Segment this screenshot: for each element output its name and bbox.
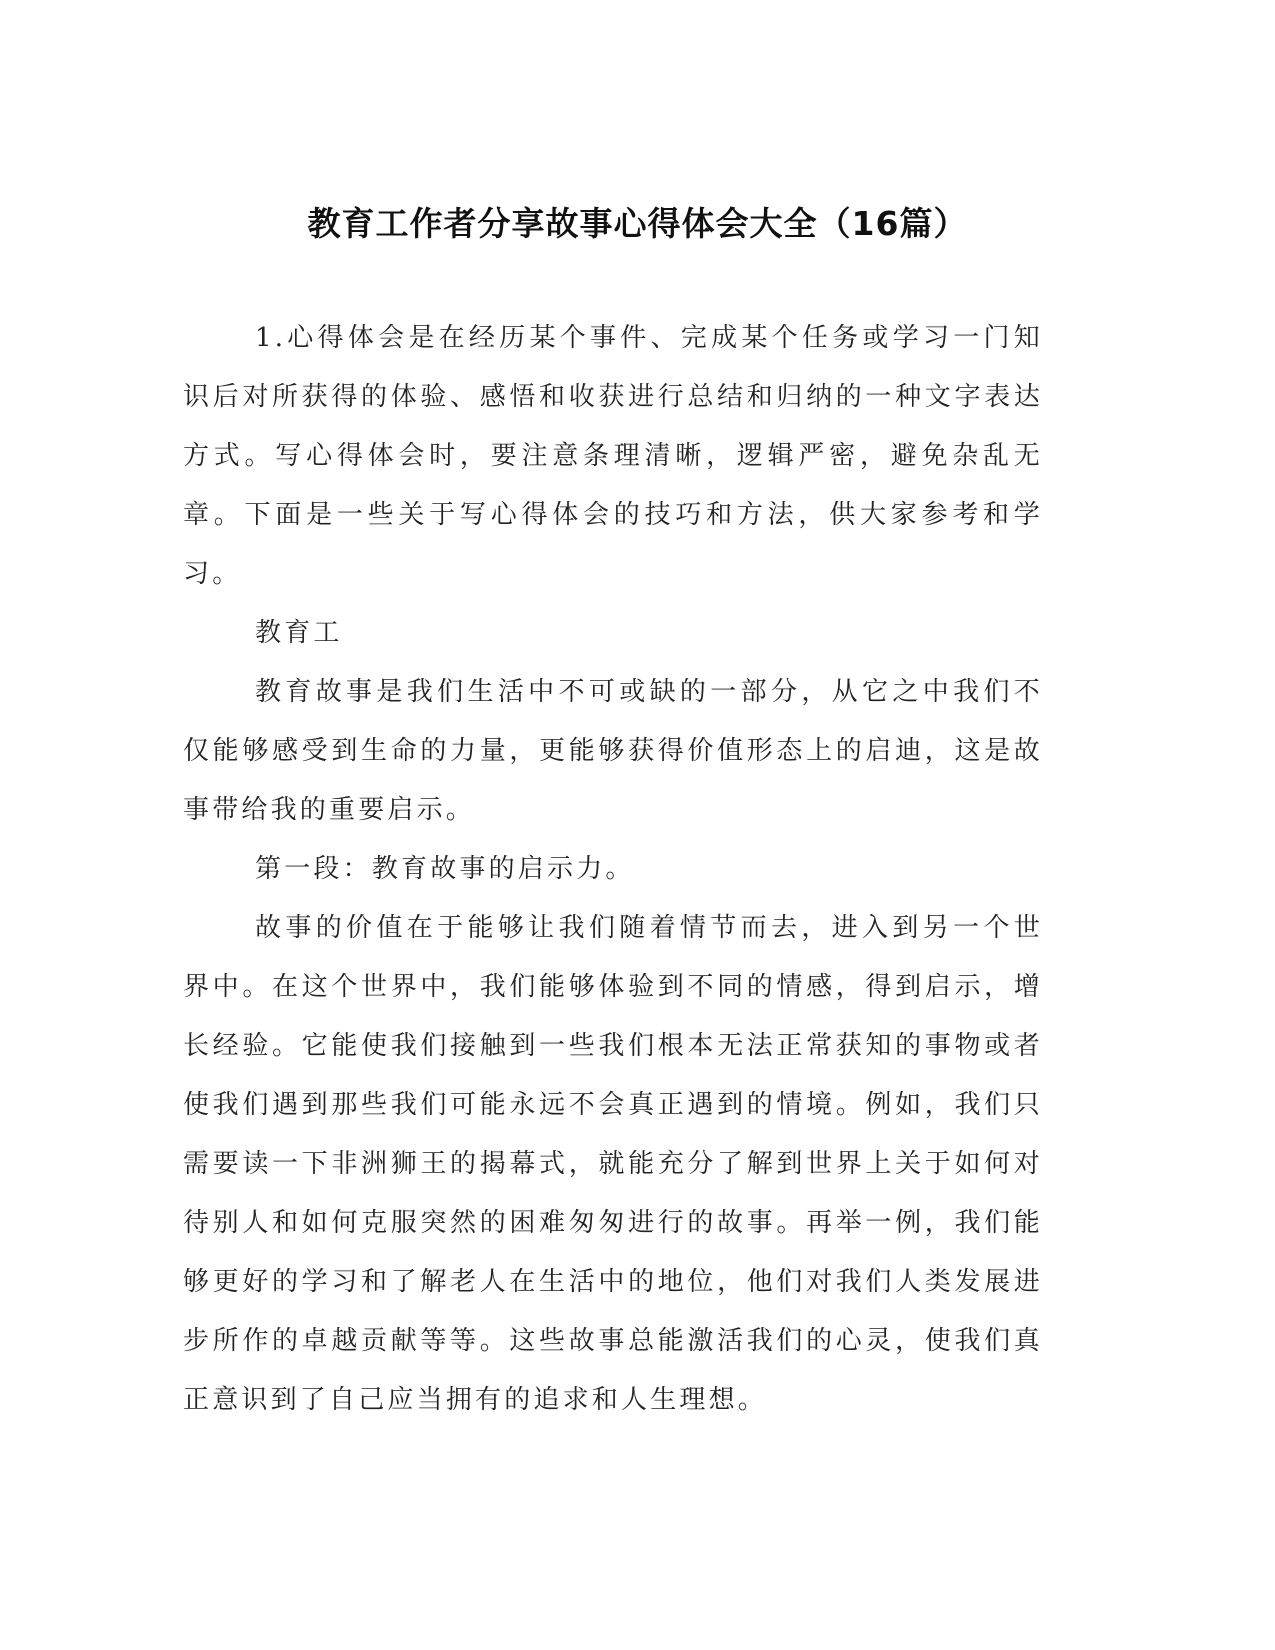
paragraph-subheading: 教育工 xyxy=(255,618,343,648)
document-title: 教育工作者分享故事心得体会大全（16篇） xyxy=(307,204,968,243)
paragraph-intro: 1.心得体会是在经历某个事件、完成某个任务或学习一门知识后对所获得的体验、感悟和收获进行总结和归纳的一种文字表达方式。写心得体会时，要注意条理清晰，逻辑严密，避免杂乱无章。下面是一些关于写心得体会的技巧和方法，供大家参考和学习。 xyxy=(183,323,1043,589)
paragraph-story-value: 故事的价值在于能够让我们随着情节而去，进入到另一个世界中。在这个世界中，我们能够体验到不同的情感，得到启示，增长经验。它能使我们接触到一些我们根本无法正常获知的事物或者使我们遇到那些我们可能永远不会真正遇到的情境。例如，我们只需要读一下非洲狮王的揭幕式，就能充分了解到世界上关于如何对待别人和如何克服突然的困难匆匆进行的故事。再举一例，我们能够更好的学习和了解老人在生活中的地位，他们对我们人类发展进步所作的卓越贡献等等。这些故事总能激活我们的心灵，使我们真正意识到了自己应当拥有的追求和人生理想。 xyxy=(183,913,1043,1415)
paragraph-education-story: 教育故事是我们生活中不可或缺的一部分，从它之中我们不仅能够感受到生命的力量，更能够获得价值形态上的启迪，这是故事带给我的重要启示。 xyxy=(183,677,1043,825)
paragraph-section-heading: 第一段：教育故事的启示力。 xyxy=(255,854,635,884)
document-body xyxy=(183,309,1043,1430)
